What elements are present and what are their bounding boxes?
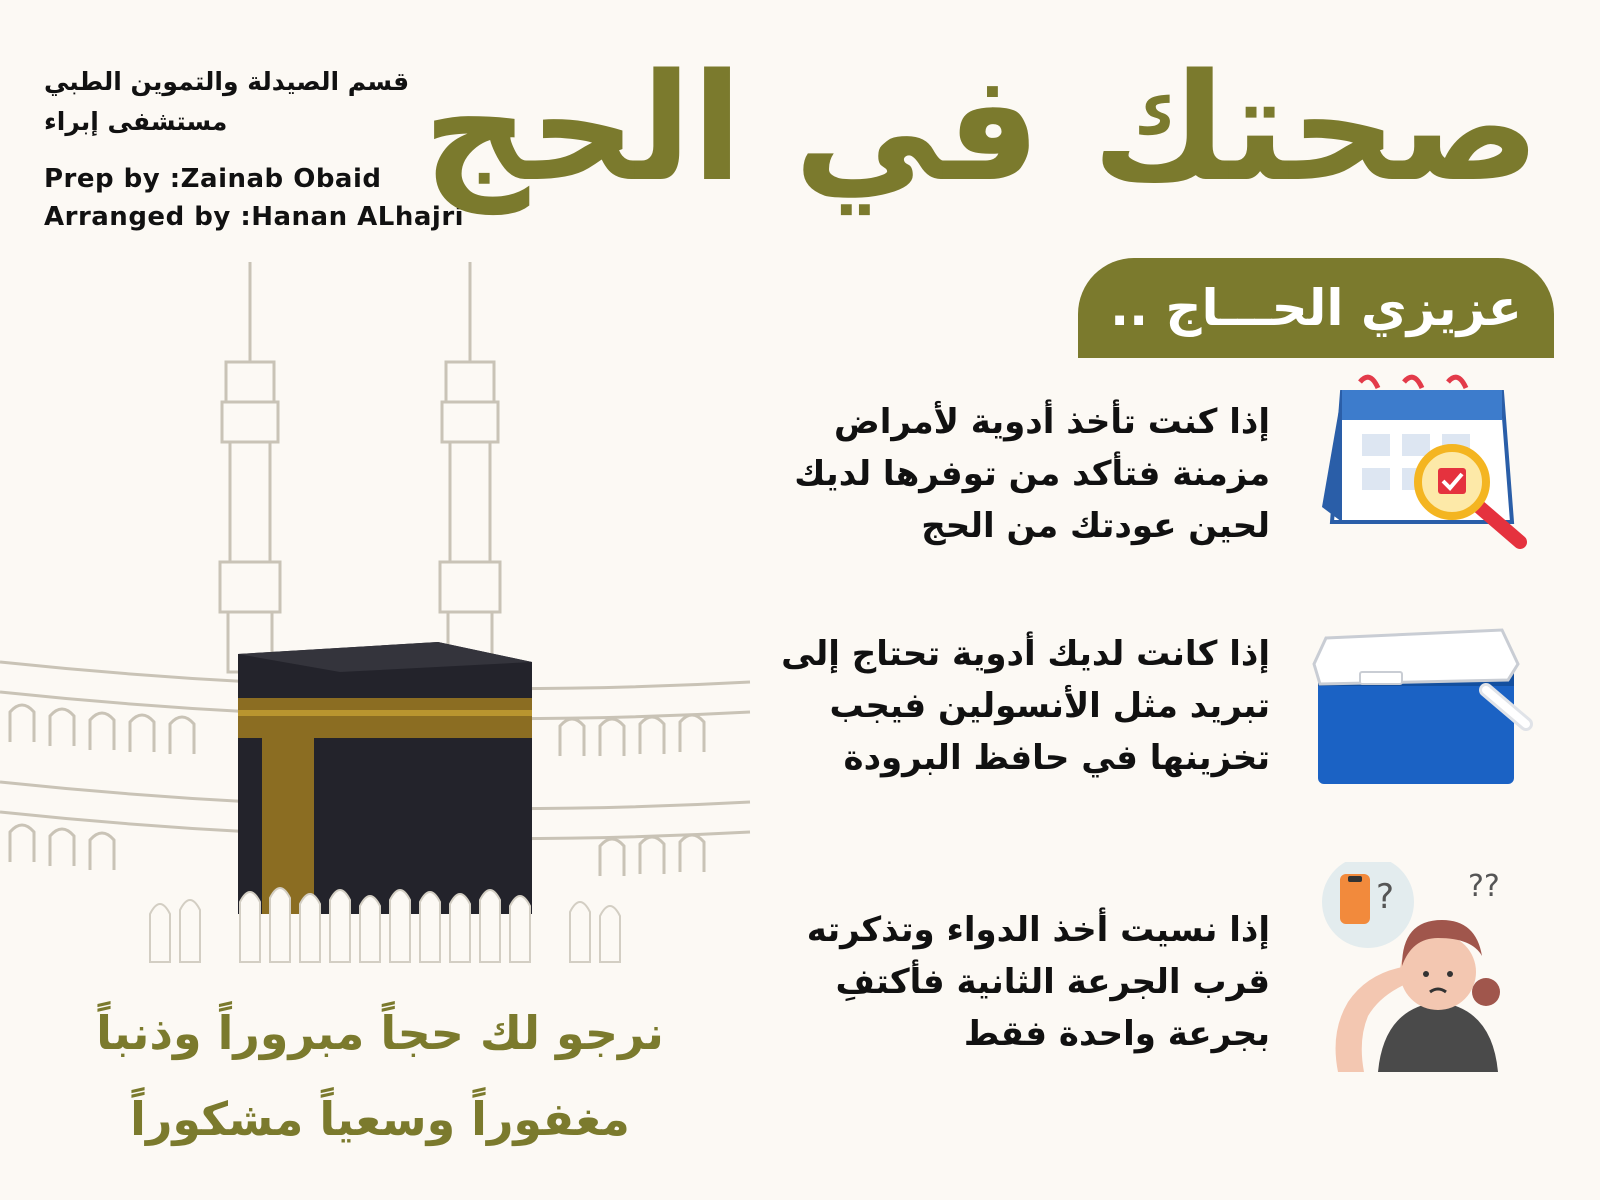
page-title: صحتك في الحج: [422, 42, 1540, 214]
department-name: قسم الصيدلة والتموين الطبي: [44, 67, 410, 96]
tip-refrigerated-medication: إذا كانت لديك أدوية تحتاج إلى تبريد مثل الأنسولين فيجب تخزينها في حافظ البرودة: [781, 634, 1270, 778]
arranged-by: Arranged by :Hanan ALhajri: [44, 202, 465, 232]
cooler-box-icon: [1312, 624, 1544, 790]
closing-prayer: نرجو لك حجاً مبروراً وذنباً مغفوراً وسعياً مشكوراً: [96, 1006, 664, 1146]
tip-chronic-medication: إذا كنت تأخذ أدوية لأمراض مزمنة فتأكد من توفرها لديك لحين عودتك من الحج: [794, 402, 1270, 546]
kaaba-illustration: [0, 262, 760, 972]
confused-person-icon: [1318, 862, 1544, 1072]
svg-text:?: ?: [1376, 877, 1395, 917]
calendar-search-icon: [1312, 372, 1544, 562]
prepared-by: Prep by :Zainab Obaid: [44, 164, 382, 194]
greeting-banner: [1078, 258, 1554, 358]
credits-block: [44, 62, 484, 236]
author-block: [44, 160, 484, 236]
tip-missed-dose: إذا نسيت أخذ الدواء وتذكرته قرب الجرعة الثانية فأكتفِ بجرعة واحدة فقط: [806, 910, 1270, 1054]
svg-text:??: ??: [1468, 869, 1500, 904]
hospital-name: مستشفى إبراء: [44, 107, 228, 136]
greeting-text: عزيزي الحـــاج ..: [1110, 279, 1522, 337]
